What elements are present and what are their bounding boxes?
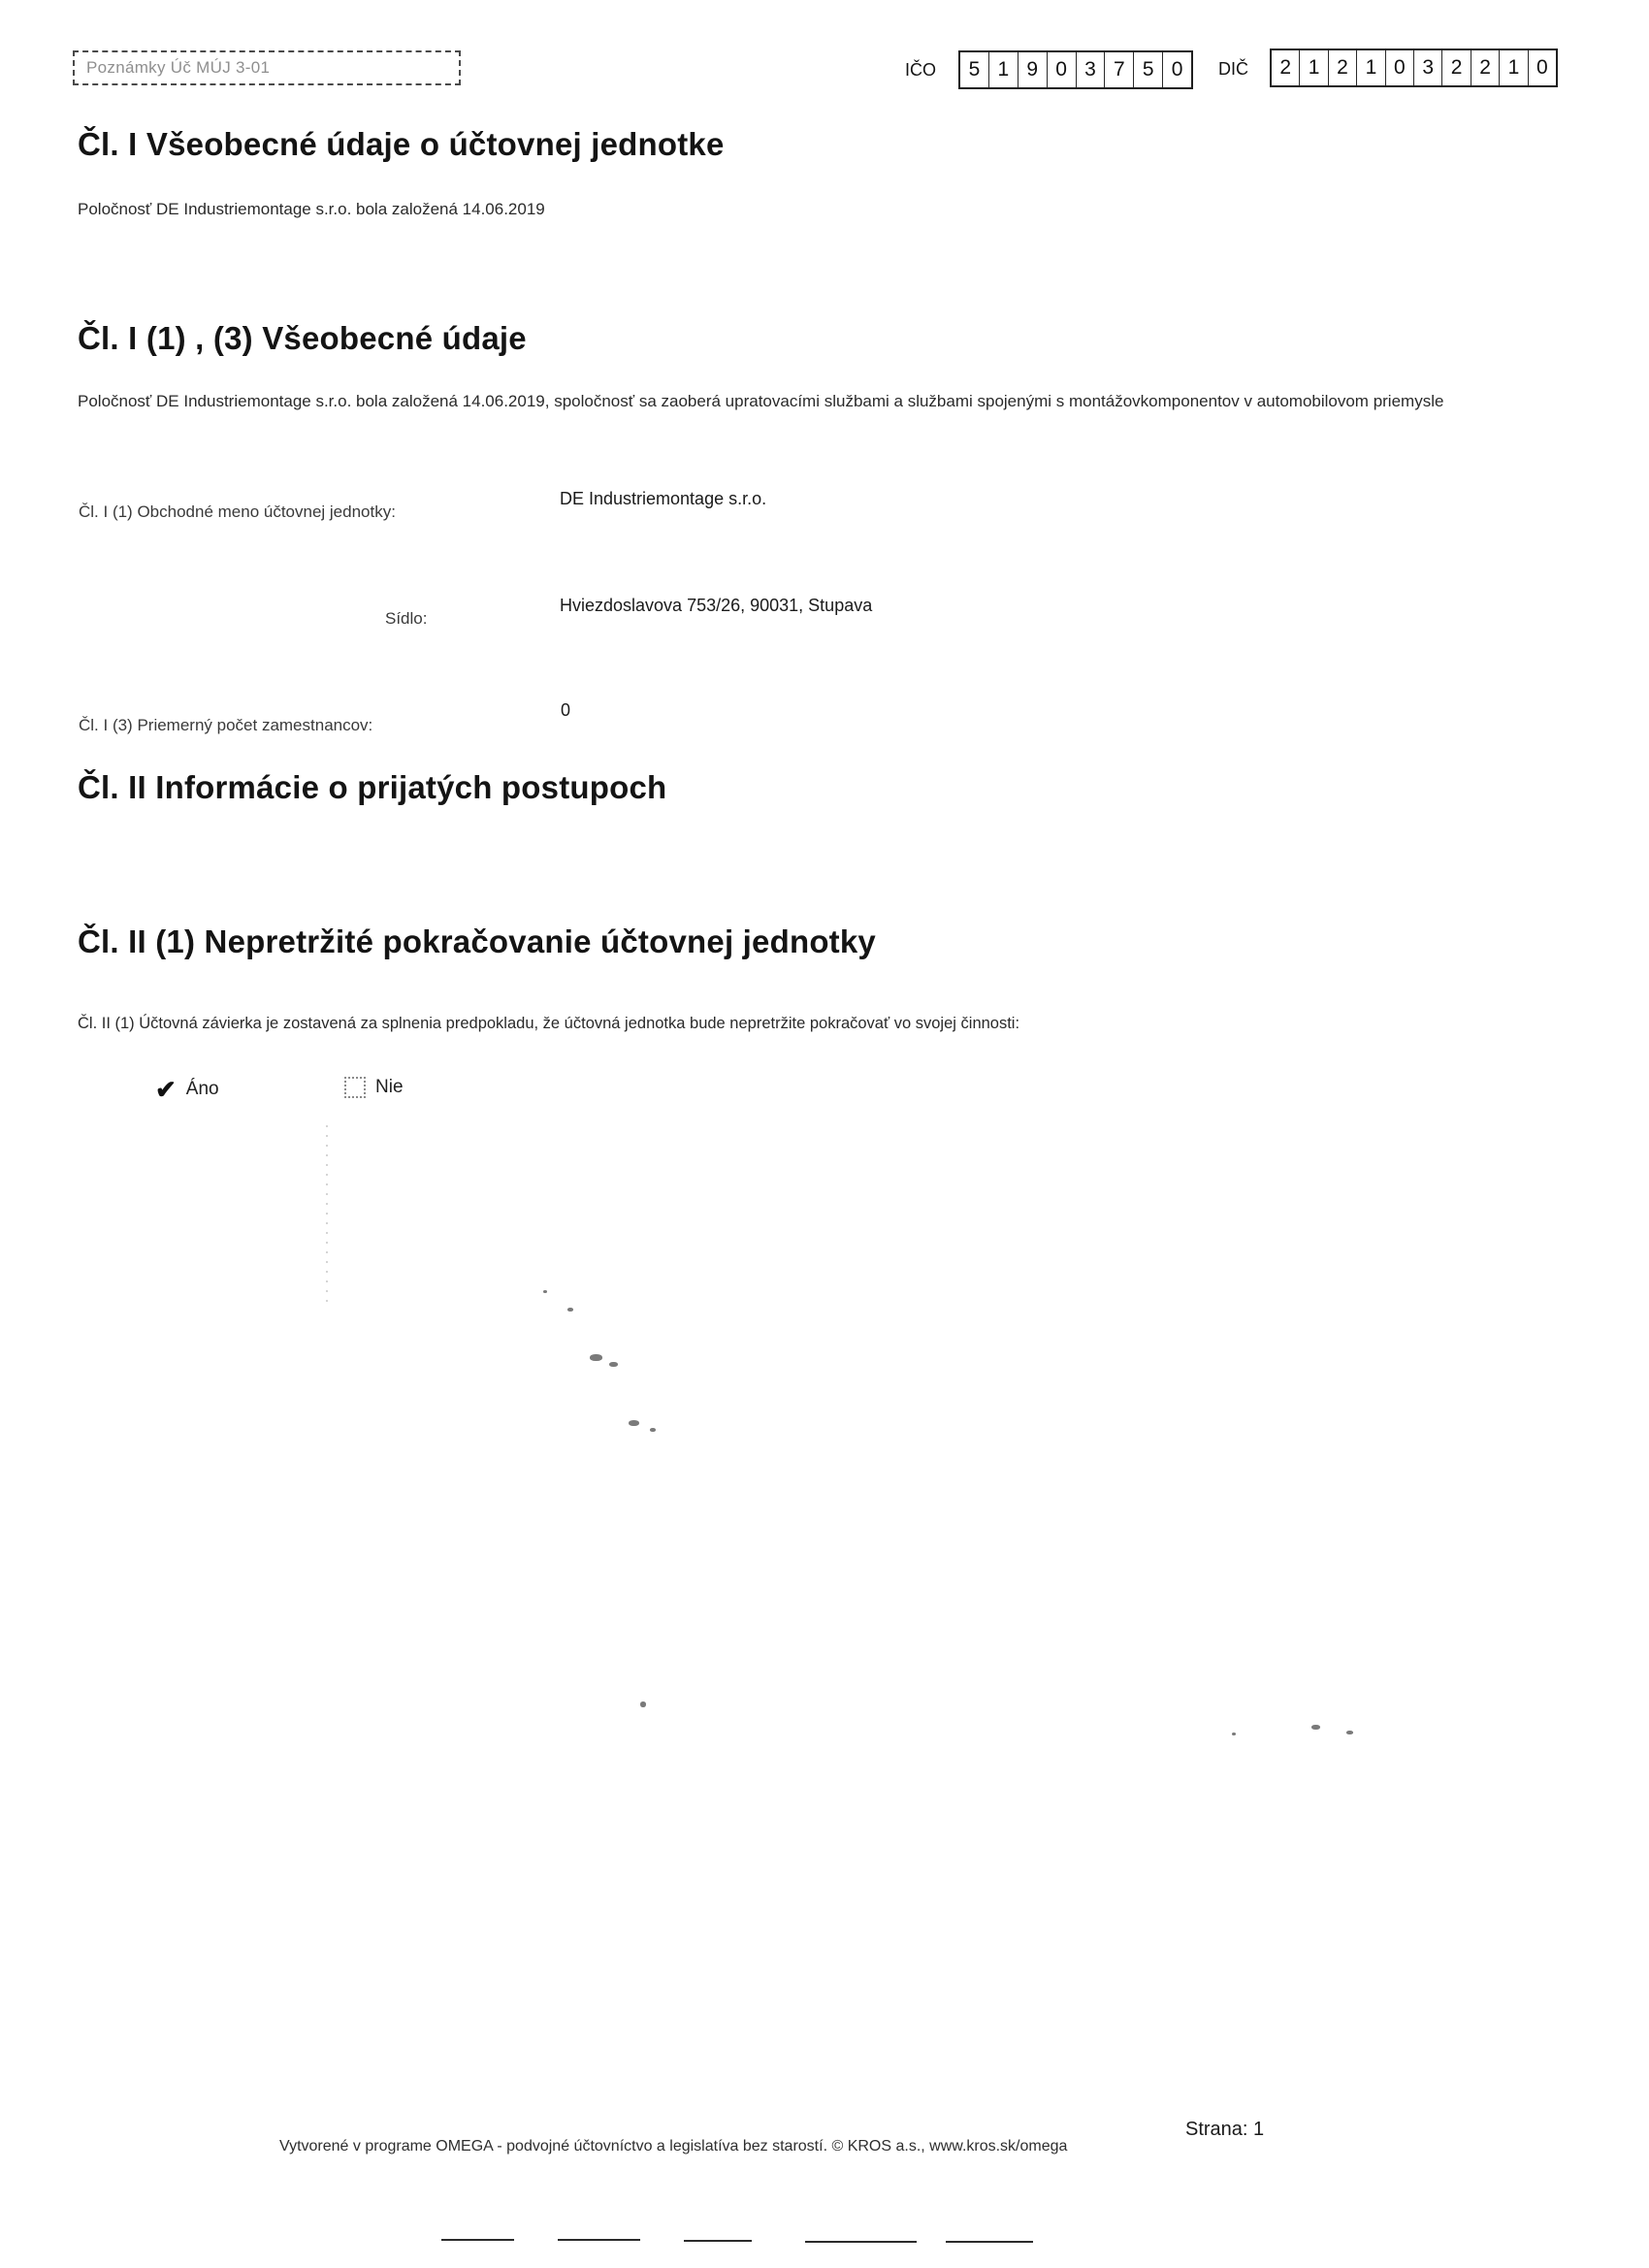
dic-digit: 0 — [1528, 50, 1556, 85]
employee-count-value: 0 — [561, 700, 571, 720]
employee-count-label: Čl. I (3) Priemerný počet zamestnancov: — [79, 716, 373, 734]
scan-artifact — [1232, 1733, 1236, 1735]
section-1-1-3-text: Poločnosť DE Industriemontage s.r.o. bola založená 14.06.2019, spoločnosť sa zaoberá upratovacími službami a službami spojenými s montážovkomponentov v automobilovom priemysle — [78, 392, 1444, 410]
scan-artifact — [543, 1290, 547, 1293]
dic-digit: 1 — [1356, 50, 1384, 85]
scan-artifact — [650, 1428, 656, 1432]
scan-artifact — [629, 1420, 639, 1426]
dic-label: DIČ — [1218, 59, 1248, 79]
section-2-1-text: Čl. II (1) Účtovná závierka je zostavená za splnenia predpokladu, že účtovná jednotka bude nepretržite pokračovať vo svojej činnosti: — [78, 1015, 1020, 1032]
checkmark-icon: ✔ — [155, 1075, 177, 1104]
scan-line-artifact — [558, 2239, 640, 2241]
scan-artifact — [567, 1308, 573, 1312]
section-1-1-3-heading: Čl. I (1) , (3) Všeobecné údaje — [78, 320, 527, 356]
business-name-value: DE Industriemontage s.r.o. — [560, 489, 767, 508]
dic-digit: 1 — [1499, 50, 1527, 85]
dic-digit: 2 — [1441, 50, 1470, 85]
ico-digit: 7 — [1104, 52, 1133, 87]
ico-label: IČO — [905, 60, 937, 80]
section-1-heading: Čl. I Všeobecné údaje o účtovnej jednotke — [78, 126, 725, 162]
scan-line-artifact — [805, 2241, 917, 2243]
ico-digit: 1 — [988, 52, 1018, 87]
dic-digit-boxes — [1270, 49, 1558, 87]
registered-office-label: Sídlo: — [385, 609, 428, 628]
dic-digit: 2 — [1328, 50, 1356, 85]
scan-artifact — [326, 1125, 328, 1310]
page-number: Strana: 1 — [1185, 2119, 1265, 2140]
scan-artifact — [1346, 1731, 1353, 1734]
business-name-label: Čl. I (1) Obchodné meno účtovnej jednotky: — [79, 502, 396, 521]
checkbox-option-ano-label: Áno — [185, 1079, 219, 1099]
dic-digit: 3 — [1413, 50, 1441, 85]
footer-note: Vytvorené v programe OMEGA - podvojné účtovníctvo a legislatíva bez starostí. © KROS a.s., www.kros.sk/omega — [279, 2138, 1068, 2155]
checkbox-option-nie[interactable] — [344, 1077, 404, 1098]
dic-digit: 1 — [1299, 50, 1327, 85]
dic-digit: 0 — [1385, 50, 1413, 85]
ico-digit: 0 — [1047, 52, 1076, 87]
empty-checkbox-icon — [344, 1077, 366, 1098]
section-2-heading: Čl. II Informácie o prijatých postupoch — [78, 769, 667, 805]
ico-digit: 5 — [968, 58, 981, 81]
dic-digit: 2 — [1279, 56, 1292, 79]
scan-line-artifact — [441, 2239, 514, 2241]
scan-artifact — [1311, 1725, 1320, 1730]
dic-digit: 2 — [1471, 50, 1499, 85]
scan-artifact — [640, 1701, 646, 1707]
form-code-label: Poznámky Úč MÚJ 3-01 — [86, 58, 271, 77]
scan-artifact — [609, 1362, 618, 1367]
checkbox-option-nie-label: Nie — [375, 1077, 404, 1097]
section-2-1-heading: Čl. II (1) Nepretržité pokračovanie účtovnej jednotky — [78, 923, 876, 959]
registered-office-value: Hviezdoslavova 753/26, 90031, Stupava — [560, 596, 873, 615]
scan-line-artifact — [946, 2241, 1033, 2243]
form-code-box — [73, 50, 461, 85]
ico-digit: 0 — [1162, 52, 1191, 87]
ico-digit: 3 — [1076, 52, 1105, 87]
scan-line-artifact — [684, 2240, 752, 2242]
ico-digit: 5 — [1133, 52, 1162, 87]
ico-digit-boxes — [958, 50, 1193, 89]
scan-artifact — [590, 1354, 602, 1361]
ico-digit: 9 — [1018, 52, 1047, 87]
section-1-text: Poločnosť DE Industriemontage s.r.o. bola založená 14.06.2019 — [78, 200, 545, 218]
checkbox-option-ano[interactable] — [155, 1075, 219, 1104]
